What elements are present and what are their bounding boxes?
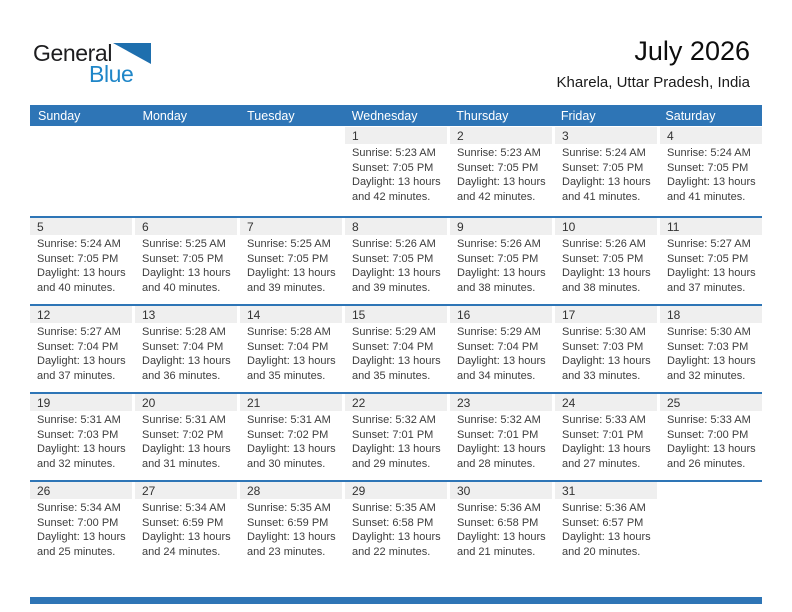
sunset-text: Sunset: 7:03 PM [37, 428, 119, 441]
sunset-text: Sunset: 7:05 PM [457, 161, 539, 174]
day-cell [345, 218, 447, 304]
day-details [30, 235, 132, 295]
sunset-text: Sunset: 7:02 PM [142, 428, 224, 441]
day-cell [450, 127, 552, 216]
daylight-text: Daylight: 13 hours and 40 minutes. [142, 267, 231, 294]
daylight-text: Daylight: 13 hours and 39 minutes. [247, 267, 336, 294]
daylight-text: Daylight: 13 hours and 29 minutes. [352, 443, 441, 470]
sunset-text: Sunset: 7:04 PM [37, 340, 119, 353]
day-number: 21 [247, 395, 261, 410]
daylight-text: Daylight: 13 hours and 37 minutes. [667, 267, 756, 294]
day-number-bar [240, 218, 342, 235]
day-number-bar [240, 127, 342, 144]
day-details [555, 323, 657, 383]
day-details [30, 499, 132, 559]
day-details [30, 144, 132, 146]
day-details [345, 499, 447, 559]
day-details [30, 323, 132, 383]
sunset-text: Sunset: 7:05 PM [352, 252, 434, 265]
day-details [240, 499, 342, 559]
day-number-bar [555, 394, 657, 411]
day-number-bar [450, 482, 552, 499]
day-details [240, 411, 342, 471]
sunset-text: Sunset: 7:01 PM [457, 428, 539, 441]
day-number-bar [240, 394, 342, 411]
day-number: 27 [142, 483, 156, 498]
sunrise-text: Sunrise: 5:27 AM [37, 326, 121, 338]
sunrise-text: Sunrise: 5:23 AM [352, 147, 436, 159]
sunrise-text: Sunrise: 5:26 AM [562, 238, 646, 250]
day-cell [555, 306, 657, 392]
weekday-tuesday: Tuesday [247, 108, 295, 123]
day-number-bar [135, 127, 237, 144]
day-number-bar [30, 218, 132, 235]
sunset-text: Sunset: 7:01 PM [562, 428, 644, 441]
day-number: 15 [352, 307, 366, 322]
daylight-text: Daylight: 13 hours and 22 minutes. [352, 531, 441, 558]
logo-word-blue: Blue [89, 61, 134, 87]
day-number-bar [555, 482, 657, 499]
day-details [555, 499, 657, 559]
daylight-text: Daylight: 13 hours and 24 minutes. [142, 531, 231, 558]
weekday-header-row [30, 105, 762, 126]
daylight-text: Daylight: 13 hours and 40 minutes. [37, 267, 126, 294]
day-number: 23 [457, 395, 471, 410]
sunset-text: Sunset: 7:05 PM [37, 252, 119, 265]
day-number-bar [660, 218, 762, 235]
day-number-bar [135, 482, 237, 499]
weekday-friday: Friday [560, 108, 596, 123]
day-number: 3 [562, 128, 569, 143]
daylight-text: Daylight: 13 hours and 23 minutes. [247, 531, 336, 558]
day-cell [135, 482, 237, 568]
sunrise-text: Sunrise: 5:31 AM [37, 414, 121, 426]
day-number-bar [135, 306, 237, 323]
day-cell [660, 394, 762, 480]
sunset-text: Sunset: 7:01 PM [352, 428, 434, 441]
day-cell [555, 482, 657, 568]
day-number: 11 [667, 219, 680, 234]
daylight-text: Daylight: 13 hours and 21 minutes. [457, 531, 546, 558]
daylight-text: Daylight: 13 hours and 37 minutes. [37, 355, 126, 382]
week-row [30, 127, 762, 216]
day-details [660, 499, 762, 501]
day-number: 17 [562, 307, 576, 322]
day-cell [135, 127, 237, 216]
footer-rule [30, 597, 762, 604]
day-number-bar [660, 127, 762, 144]
day-number: 12 [37, 307, 51, 322]
day-details [345, 323, 447, 383]
day-cell [240, 306, 342, 392]
day-number-bar [555, 306, 657, 323]
day-number: 9 [457, 219, 464, 234]
daylight-text: Daylight: 13 hours and 30 minutes. [247, 443, 336, 470]
sunrise-text: Sunrise: 5:33 AM [667, 414, 751, 426]
day-cell [240, 218, 342, 304]
sunrise-text: Sunrise: 5:24 AM [37, 238, 121, 250]
daylight-text: Daylight: 13 hours and 42 minutes. [352, 176, 441, 203]
sunrise-text: Sunrise: 5:24 AM [562, 147, 646, 159]
day-details [450, 323, 552, 383]
day-number-bar [345, 218, 447, 235]
day-number: 18 [667, 307, 681, 322]
day-number-bar [240, 482, 342, 499]
sunset-text: Sunset: 7:02 PM [247, 428, 329, 441]
day-details [450, 411, 552, 471]
day-cell [240, 394, 342, 480]
daylight-text: Daylight: 13 hours and 38 minutes. [562, 267, 651, 294]
sunset-text: Sunset: 6:59 PM [142, 516, 224, 529]
sunset-text: Sunset: 7:05 PM [562, 161, 644, 174]
sunrise-text: Sunrise: 5:30 AM [562, 326, 646, 338]
day-number-bar [345, 394, 447, 411]
sunset-text: Sunset: 6:57 PM [562, 516, 644, 529]
day-details [135, 144, 237, 146]
day-number: 22 [352, 395, 366, 410]
daylight-text: Daylight: 13 hours and 41 minutes. [562, 176, 651, 203]
daylight-text: Daylight: 13 hours and 35 minutes. [352, 355, 441, 382]
day-cell [345, 482, 447, 568]
day-cell [660, 218, 762, 304]
sunset-text: Sunset: 7:04 PM [457, 340, 539, 353]
sunrise-text: Sunrise: 5:35 AM [352, 502, 436, 514]
sunrise-text: Sunrise: 5:33 AM [562, 414, 646, 426]
daylight-text: Daylight: 13 hours and 26 minutes. [667, 443, 756, 470]
day-cell [30, 218, 132, 304]
weekday-saturday: Saturday [665, 108, 716, 123]
day-cell [555, 127, 657, 216]
day-number-bar [240, 306, 342, 323]
day-number: 4 [667, 128, 674, 143]
day-number-bar [345, 127, 447, 144]
day-number-bar [345, 306, 447, 323]
sunrise-text: Sunrise: 5:31 AM [247, 414, 331, 426]
day-cell [135, 218, 237, 304]
day-details [450, 144, 552, 204]
day-number: 20 [142, 395, 156, 410]
day-number: 19 [37, 395, 51, 410]
daylight-text: Daylight: 13 hours and 20 minutes. [562, 531, 651, 558]
day-details [660, 235, 762, 295]
day-number: 10 [562, 219, 576, 234]
day-number-bar [450, 127, 552, 144]
day-details [660, 323, 762, 383]
day-number: 30 [457, 483, 471, 498]
sunrise-text: Sunrise: 5:25 AM [247, 238, 331, 250]
sunrise-text: Sunrise: 5:26 AM [352, 238, 436, 250]
day-cell [450, 306, 552, 392]
daylight-text: Daylight: 13 hours and 39 minutes. [352, 267, 441, 294]
week-row [30, 304, 762, 392]
day-cell [555, 218, 657, 304]
day-cell [450, 482, 552, 568]
day-number-bar [30, 482, 132, 499]
daylight-text: Daylight: 13 hours and 42 minutes. [457, 176, 546, 203]
general-blue-logo [33, 42, 193, 86]
day-number-bar [30, 306, 132, 323]
page-title: July 2026 [634, 36, 750, 66]
daylight-text: Daylight: 13 hours and 41 minutes. [667, 176, 756, 203]
day-cell [240, 482, 342, 568]
sunset-text: Sunset: 7:00 PM [37, 516, 119, 529]
daylight-text: Daylight: 13 hours and 35 minutes. [247, 355, 336, 382]
day-details [30, 411, 132, 471]
day-details [555, 235, 657, 295]
daylight-text: Daylight: 13 hours and 33 minutes. [562, 355, 651, 382]
sunrise-text: Sunrise: 5:23 AM [457, 147, 541, 159]
day-number-bar [450, 306, 552, 323]
sunrise-text: Sunrise: 5:30 AM [667, 326, 751, 338]
day-cell [345, 306, 447, 392]
sunset-text: Sunset: 7:05 PM [142, 252, 224, 265]
day-details [555, 144, 657, 204]
sunrise-text: Sunrise: 5:28 AM [247, 326, 331, 338]
day-number-bar [30, 127, 132, 144]
sunrise-text: Sunrise: 5:27 AM [667, 238, 751, 250]
day-cell [450, 218, 552, 304]
day-number: 31 [562, 483, 576, 498]
day-cell [30, 394, 132, 480]
day-cell [135, 306, 237, 392]
day-cell [660, 482, 762, 568]
daylight-text: Daylight: 13 hours and 32 minutes. [37, 443, 126, 470]
day-details [240, 144, 342, 146]
day-number: 25 [667, 395, 681, 410]
day-details [450, 499, 552, 559]
sunset-text: Sunset: 7:04 PM [142, 340, 224, 353]
day-details [135, 499, 237, 559]
day-details [135, 323, 237, 383]
sunrise-text: Sunrise: 5:34 AM [37, 502, 121, 514]
sunrise-text: Sunrise: 5:36 AM [562, 502, 646, 514]
day-number-bar [135, 218, 237, 235]
daylight-text: Daylight: 13 hours and 32 minutes. [667, 355, 756, 382]
day-details [135, 411, 237, 471]
week-row [30, 480, 762, 568]
week-row [30, 216, 762, 304]
page-location: Kharela, Uttar Pradesh, India [556, 74, 750, 92]
day-number: 29 [352, 483, 366, 498]
day-number: 16 [457, 307, 471, 322]
sunset-text: Sunset: 7:05 PM [667, 252, 749, 265]
day-number: 1 [352, 128, 359, 143]
sunrise-text: Sunrise: 5:32 AM [352, 414, 436, 426]
day-number-bar [555, 218, 657, 235]
day-number-bar [660, 306, 762, 323]
sunset-text: Sunset: 7:05 PM [457, 252, 539, 265]
sunset-text: Sunset: 7:05 PM [247, 252, 329, 265]
day-number: 13 [142, 307, 156, 322]
weekday-wednesday: Wednesday [351, 108, 418, 123]
sunrise-text: Sunrise: 5:32 AM [457, 414, 541, 426]
day-details [660, 144, 762, 204]
sunset-text: Sunset: 6:58 PM [457, 516, 539, 529]
sunset-text: Sunset: 6:58 PM [352, 516, 434, 529]
day-cell [660, 306, 762, 392]
day-number: 5 [37, 219, 44, 234]
sunset-text: Sunset: 7:03 PM [562, 340, 644, 353]
day-number-bar [135, 394, 237, 411]
day-number: 7 [247, 219, 254, 234]
day-details [660, 411, 762, 471]
daylight-text: Daylight: 13 hours and 34 minutes. [457, 355, 546, 382]
day-details [240, 323, 342, 383]
sunrise-text: Sunrise: 5:24 AM [667, 147, 751, 159]
day-number-bar [345, 482, 447, 499]
daylight-text: Daylight: 13 hours and 28 minutes. [457, 443, 546, 470]
day-number: 24 [562, 395, 576, 410]
daylight-text: Daylight: 13 hours and 25 minutes. [37, 531, 126, 558]
day-number: 8 [352, 219, 359, 234]
day-number-bar [555, 127, 657, 144]
day-cell [450, 394, 552, 480]
sunset-text: Sunset: 7:05 PM [352, 161, 434, 174]
sunrise-text: Sunrise: 5:34 AM [142, 502, 226, 514]
sunset-text: Sunset: 7:05 PM [667, 161, 749, 174]
day-cell [240, 127, 342, 216]
day-cell [30, 306, 132, 392]
day-details [345, 144, 447, 204]
sunrise-text: Sunrise: 5:29 AM [457, 326, 541, 338]
day-details [555, 411, 657, 471]
calendar-grid [30, 105, 762, 568]
day-number-bar [660, 394, 762, 411]
week-row [30, 392, 762, 480]
day-number: 6 [142, 219, 149, 234]
daylight-text: Daylight: 13 hours and 27 minutes. [562, 443, 651, 470]
title-block [342, 36, 762, 91]
sunset-text: Sunset: 7:04 PM [352, 340, 434, 353]
day-cell [30, 127, 132, 216]
day-number-bar [450, 394, 552, 411]
day-details [135, 235, 237, 295]
day-cell [555, 394, 657, 480]
day-number: 26 [37, 483, 51, 498]
day-details [345, 411, 447, 471]
day-number-bar [30, 394, 132, 411]
sunrise-text: Sunrise: 5:29 AM [352, 326, 436, 338]
day-cell [30, 482, 132, 568]
logo-word-general: General [33, 40, 113, 66]
weekday-thursday: Thursday [456, 108, 509, 123]
sunrise-text: Sunrise: 5:36 AM [457, 502, 541, 514]
sunset-text: Sunset: 7:03 PM [667, 340, 749, 353]
sunset-text: Sunset: 6:59 PM [247, 516, 329, 529]
sunrise-text: Sunrise: 5:31 AM [142, 414, 226, 426]
weekday-monday: Monday [142, 108, 188, 123]
sunrise-text: Sunrise: 5:25 AM [142, 238, 226, 250]
day-number: 14 [247, 307, 261, 322]
daylight-text: Daylight: 13 hours and 31 minutes. [142, 443, 231, 470]
sunset-text: Sunset: 7:00 PM [667, 428, 749, 441]
day-details [345, 235, 447, 295]
daylight-text: Daylight: 13 hours and 36 minutes. [142, 355, 231, 382]
day-cell [660, 127, 762, 216]
day-cell [345, 394, 447, 480]
weekday-sunday: Sunday [38, 108, 81, 123]
day-details [450, 235, 552, 295]
day-number-bar [450, 218, 552, 235]
sunrise-text: Sunrise: 5:28 AM [142, 326, 226, 338]
calendar-weeks [30, 127, 762, 568]
sunset-text: Sunset: 7:05 PM [562, 252, 644, 265]
day-number: 28 [247, 483, 261, 498]
sunrise-text: Sunrise: 5:26 AM [457, 238, 541, 250]
day-details [240, 235, 342, 295]
sunrise-text: Sunrise: 5:35 AM [247, 502, 331, 514]
day-number-bar [660, 482, 762, 499]
day-number: 2 [457, 128, 464, 143]
sunset-text: Sunset: 7:04 PM [247, 340, 329, 353]
day-cell [135, 394, 237, 480]
day-cell [345, 127, 447, 216]
daylight-text: Daylight: 13 hours and 38 minutes. [457, 267, 546, 294]
